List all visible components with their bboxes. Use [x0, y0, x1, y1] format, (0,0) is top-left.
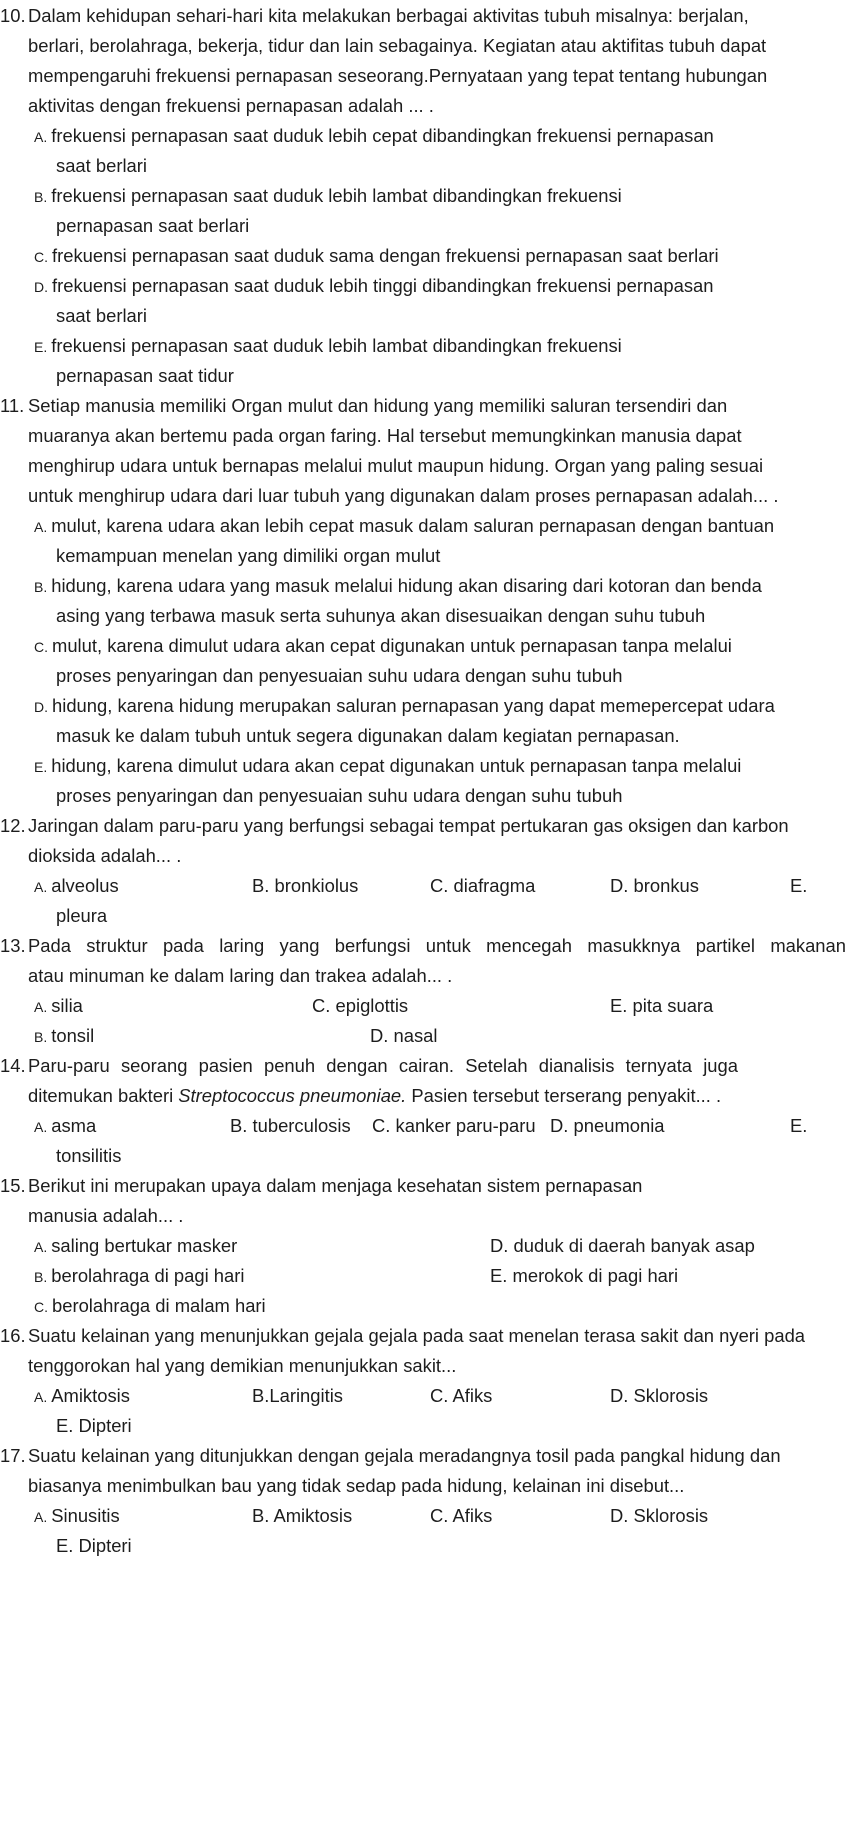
q10-option-e-cont: pernapasan saat tidur — [56, 365, 234, 386]
q16-option-e: E. Dipteri — [56, 1415, 132, 1436]
q11-option-c-cont: proses penyaringan dan penyesuaian suhu udara dengan suhu tubuh — [56, 665, 623, 686]
q14-option-a: A. asma — [34, 1115, 97, 1136]
q11-text-line: untuk menghirup udara dari luar tubuh yang digunakan dalam proses pernapasan adalah... . — [28, 485, 779, 506]
q11-text-line: menghirup udara untuk bernapas melalui mulut maupun hidung. Organ yang paling sesuai — [28, 455, 764, 476]
q11-text-line: Setiap manusia memiliki Organ mulut dan hidung yang memiliki saluran tersendiri dan — [28, 395, 728, 416]
q11-option-d: D. hidung, karena hidung merupakan saluran pernapasan yang dapat memepercepat udara — [34, 695, 775, 716]
q10-option-a-cont: saat berlari — [56, 155, 147, 176]
q14-text-line: ditemukan bakteri Streptococcus pneumoniae. Pasien tersebut terserang penyakit... . — [28, 1085, 722, 1106]
q10-option-c: C. frekuensi pernapasan saat duduk sama dengan frekuensi pernapasan saat berlari — [34, 245, 719, 266]
q17-option-d: D. Sklorosis — [610, 1505, 709, 1526]
q10-option-e: E. frekuensi pernapasan saat duduk lebih lambat dibandingkan frekuensi — [34, 335, 622, 356]
q13-number: 13. — [0, 935, 26, 956]
q10-option-d: D. frekuensi pernapasan saat duduk lebih tinggi dibandingkan frekuensi pernapasan — [34, 275, 714, 296]
q14-option-c: C. kanker paru-paru — [372, 1115, 536, 1136]
q10-option-d-cont: saat berlari — [56, 305, 147, 326]
q10-option-b-cont: pernapasan saat berlari — [56, 215, 250, 236]
q10-option-a: A. frekuensi pernapasan saat duduk lebih cepat dibandingkan frekuensi pernapasan — [34, 125, 714, 146]
q17-option-c: C. Afiks — [430, 1505, 493, 1526]
q11-option-a-cont: kemampuan menelan yang dimiliki organ mulut — [56, 545, 441, 566]
q14-option-e-letter: E. — [790, 1115, 808, 1136]
q12-text-line: dioksida adalah... . — [28, 845, 182, 866]
q11-number: 11. — [0, 395, 25, 416]
q11-option-b-cont: asing yang terbawa masuk serta suhunya akan disesuaikan dengan suhu tubuh — [56, 605, 706, 626]
q15-option-b: B. berolahraga di pagi hari — [34, 1265, 245, 1286]
q12-option-c: C. diafragma — [430, 875, 536, 896]
q11-option-d-cont: masuk ke dalam tubuh untuk segera digunakan dalam kegiatan pernapasan. — [56, 725, 680, 746]
q12-option-d: D. bronkus — [610, 875, 699, 896]
q16-number: 16. — [0, 1325, 26, 1346]
q17-text-line: biasanya menimbulkan bau yang tidak sedap pada hidung, kelainan ini disebut... — [28, 1475, 685, 1496]
q16-option-c: C. Afiks — [430, 1385, 493, 1406]
q16-text-line: Suatu kelainan yang menunjukkan gejala gejala pada saat menelan terasa sakit dan nyeri pada — [28, 1325, 806, 1346]
q14-option-b: B. tuberculosis — [230, 1115, 351, 1136]
q10-text-line: mempengaruhi frekuensi pernapasan seseorang.Pernyataan yang tepat tentang hubungan — [28, 65, 768, 86]
q12-option-a: A. alveolus — [34, 875, 119, 896]
q11-text-line: muaranya akan bertemu pada organ faring. Hal tersebut memungkinkan manusia dapat — [28, 425, 742, 446]
q10-option-b: B. frekuensi pernapasan saat duduk lebih lambat dibandingkan frekuensi — [34, 185, 622, 206]
q11-option-a: A. mulut, karena udara akan lebih cepat masuk dalam saluran pernapasan dengan bantuan — [34, 515, 775, 536]
q13-option-e: E. pita suara — [610, 995, 714, 1016]
q10-text-line: Dalam kehidupan sehari-hari kita melakukan berbagai aktivitas tubuh misalnya: berjalan, — [28, 5, 749, 26]
q17-option-e: E. Dipteri — [56, 1535, 132, 1556]
q12-option-b: B. bronkiolus — [252, 875, 359, 896]
q12-number: 12. — [0, 815, 26, 836]
q15-option-e: E. merokok di pagi hari — [490, 1265, 679, 1286]
q15-option-d: D. duduk di daerah banyak asap — [490, 1235, 755, 1256]
q14-number: 14. — [0, 1055, 26, 1076]
q11-option-e: E. hidung, karena dimulut udara akan cepat digunakan untuk pernapasan tanpa melalui — [34, 755, 742, 776]
q13-text-line: Pada struktur pada laring yang berfungsi untuk mencegah masukknya partikel makanan — [28, 935, 846, 956]
q16-option-b: B.Laringitis — [252, 1385, 343, 1406]
q13-option-b: B. tonsil — [34, 1025, 95, 1046]
q13-option-a: A. silia — [34, 995, 83, 1016]
q10-text-line: aktivitas dengan frekuensi pernapasan adalah ... . — [28, 95, 434, 116]
q10-text-line: berlari, berolahraga, bekerja, tidur dan lain sebagainya. Kegiatan atau aktifitas tubuh dapat — [28, 35, 767, 56]
bacteria-name: Streptococcus pneumoniae. — [178, 1085, 407, 1106]
q13-option-d: D. nasal — [370, 1025, 438, 1046]
q15-option-c: C. berolahraga di malam hari — [34, 1295, 266, 1316]
q12-option-e: pleura — [56, 905, 108, 926]
q15-text-line: Berikut ini merupakan upaya dalam menjaga kesehatan sistem pernapasan — [28, 1175, 643, 1196]
q16-option-d: D. Sklorosis — [610, 1385, 709, 1406]
q14-text-line: Paru-paru seorang pasien penuh dengan cairan. Setelah dianalisis ternyata juga — [28, 1055, 738, 1076]
q17-option-b: B. Amiktosis — [252, 1505, 353, 1526]
q12-option-e-letter: E. — [790, 875, 808, 896]
q16-text-line: tenggorokan hal yang demikian menunjukkan sakit... — [28, 1355, 457, 1376]
q11-option-c: C. mulut, karena dimulut udara akan cepat digunakan untuk pernapasan tanpa melalui — [34, 635, 732, 656]
q17-option-a: A. Sinusitis — [34, 1505, 120, 1526]
q14-option-e: tonsilitis — [56, 1145, 122, 1166]
q15-number: 15. — [0, 1175, 26, 1196]
q15-option-a: A. saling bertukar masker — [34, 1235, 238, 1256]
q17-number: 17. — [0, 1445, 26, 1466]
q11-option-e-cont: proses penyaringan dan penyesuaian suhu udara dengan suhu tubuh — [56, 785, 623, 806]
q17-text-line: Suatu kelainan yang ditunjukkan dengan gejala meradangnya tosil pada pangkal hidung dan — [28, 1445, 781, 1466]
q13-text-line: atau minuman ke dalam laring dan trakea adalah... . — [28, 965, 453, 986]
q12-text-line: Jaringan dalam paru-paru yang berfungsi sebagai tempat pertukaran gas oksigen dan karbon — [28, 815, 789, 836]
q15-text-line: manusia adalah... . — [28, 1205, 184, 1226]
q10-number: 10. — [0, 5, 26, 26]
q16-option-a: A. Amiktosis — [34, 1385, 130, 1406]
q14-option-d: D. pneumonia — [550, 1115, 665, 1136]
q11-option-b: B. hidung, karena udara yang masuk melalui hidung akan disaring dari kotoran dan benda — [34, 575, 762, 596]
q13-option-c: C. epiglottis — [312, 995, 409, 1016]
